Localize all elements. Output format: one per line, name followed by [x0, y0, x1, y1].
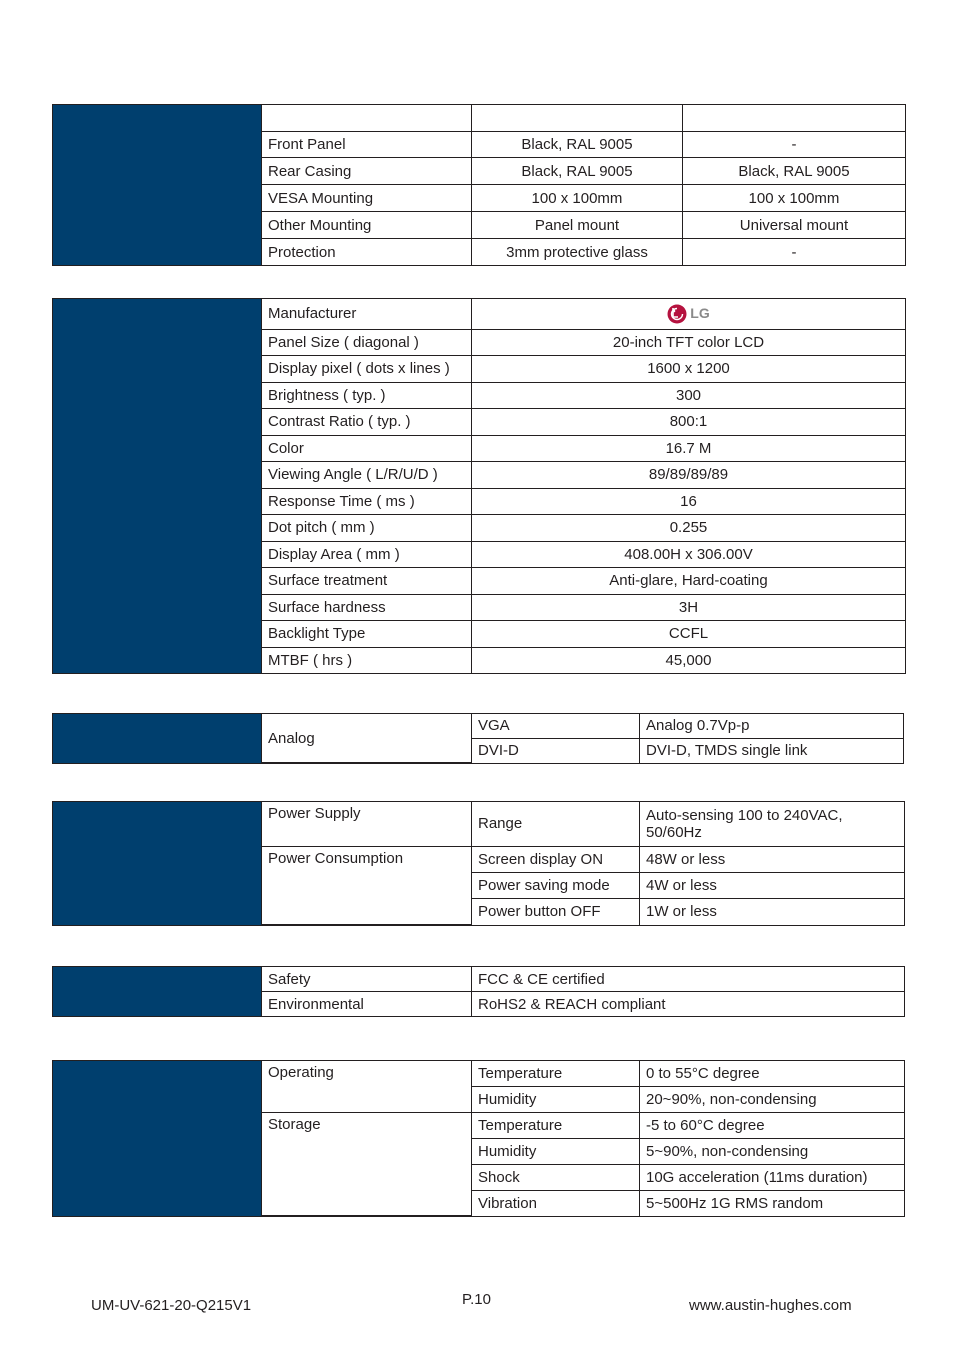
table-row: Other Mounting Panel mount Universal mount: [262, 212, 906, 239]
table-row: Power Consumption Screen display ON 48W or less: [262, 846, 905, 872]
table-row: Response Time ( ms ) 16: [262, 488, 906, 515]
table-row: Surface hardness 3H: [262, 594, 906, 621]
table-row: Power button OFF 1W or less: [262, 899, 905, 925]
table-row: Protection 3mm protective glass -: [262, 239, 906, 265]
table-row: Humidity 20~90%, non-condensing: [262, 1086, 905, 1112]
power-spec-table: [261, 802, 904, 925]
table-row: Viewing Angle ( L/R/U/D ) 89/89/89/89: [262, 462, 906, 489]
footer-website: www.austin-hughes.com: [689, 1297, 852, 1314]
table-row: Environmental RoHS2 & REACH compliant: [262, 992, 905, 1017]
input-spec-section: [52, 713, 904, 764]
lcd-spec-section: [52, 298, 906, 674]
environment-spec-table: [261, 1061, 904, 1216]
section-side-panel: [53, 105, 261, 265]
lcd-spec-table: [261, 299, 905, 673]
case-spec-section: [52, 104, 906, 266]
table-row: Front Panel Black, RAL 9005 -: [262, 131, 906, 158]
table-row: Panel Size ( diagonal ) 20-inch TFT color LCD: [262, 329, 906, 356]
table-row: Analog VGA Analog 0.7Vp-p: [262, 714, 904, 738]
table-row: DVI-D DVI-D, TMDS single link: [262, 738, 904, 762]
table-row: Backlight Type CCFL: [262, 621, 906, 648]
section-side-panel: [53, 1061, 261, 1216]
section-side-panel: [53, 967, 261, 1016]
cert-spec-table: [261, 967, 904, 1016]
table-row: MTBF ( hrs ) 45,000: [262, 647, 906, 673]
table-row: Humidity 5~90%, non-condensing: [262, 1138, 905, 1164]
table-row: Power Supply Range Auto-sensing 100 to 240VAC, 50/60Hz: [262, 802, 905, 846]
footer-page-number: P.10: [462, 1291, 491, 1308]
table-row: Brightness ( typ. ) 300: [262, 382, 906, 409]
input-spec-table: [261, 714, 903, 763]
table-row: VESA Mounting 100 x 100mm 100 x 100mm: [262, 185, 906, 212]
environment-spec-section: [52, 1060, 905, 1217]
table-row: Operating Temperature 0 to 55°C degree: [262, 1061, 905, 1086]
cert-spec-section: [52, 966, 905, 1017]
table-row: Display Area ( mm ) 408.00H x 306.00V: [262, 541, 906, 568]
section-side-panel: [53, 802, 261, 925]
lg-logo: LG: [667, 304, 709, 324]
table-row: Shock 10G acceleration (11ms duration): [262, 1164, 905, 1190]
table-row: Power saving mode 4W or less: [262, 872, 905, 898]
power-spec-section: [52, 801, 905, 926]
case-spec-table: [261, 105, 905, 265]
table-row: Color 16.7 M: [262, 435, 906, 462]
table-row: Display pixel ( dots x lines ) 1600 x 1200: [262, 356, 906, 383]
table-row: Storage Temperature -5 to 60°C degree: [262, 1112, 905, 1138]
lg-logo-icon: [667, 304, 687, 324]
table-row: Vibration 5~500Hz 1G RMS random: [262, 1190, 905, 1215]
table-row: [262, 105, 906, 131]
footer-doc-id: UM-UV-621-20-Q215V1: [91, 1297, 252, 1314]
section-side-panel: [53, 714, 261, 763]
table-row: Dot pitch ( mm ) 0.255: [262, 515, 906, 542]
table-row: Rear Casing Black, RAL 9005 Black, RAL 9005: [262, 158, 906, 185]
section-side-panel: [53, 299, 261, 673]
table-row: Manufacturer LG: [262, 299, 906, 329]
table-row: Contrast Ratio ( typ. ) 800:1: [262, 409, 906, 436]
table-row: Safety FCC & CE certified: [262, 967, 905, 992]
table-row: Surface treatment Anti-glare, Hard-coating: [262, 568, 906, 595]
